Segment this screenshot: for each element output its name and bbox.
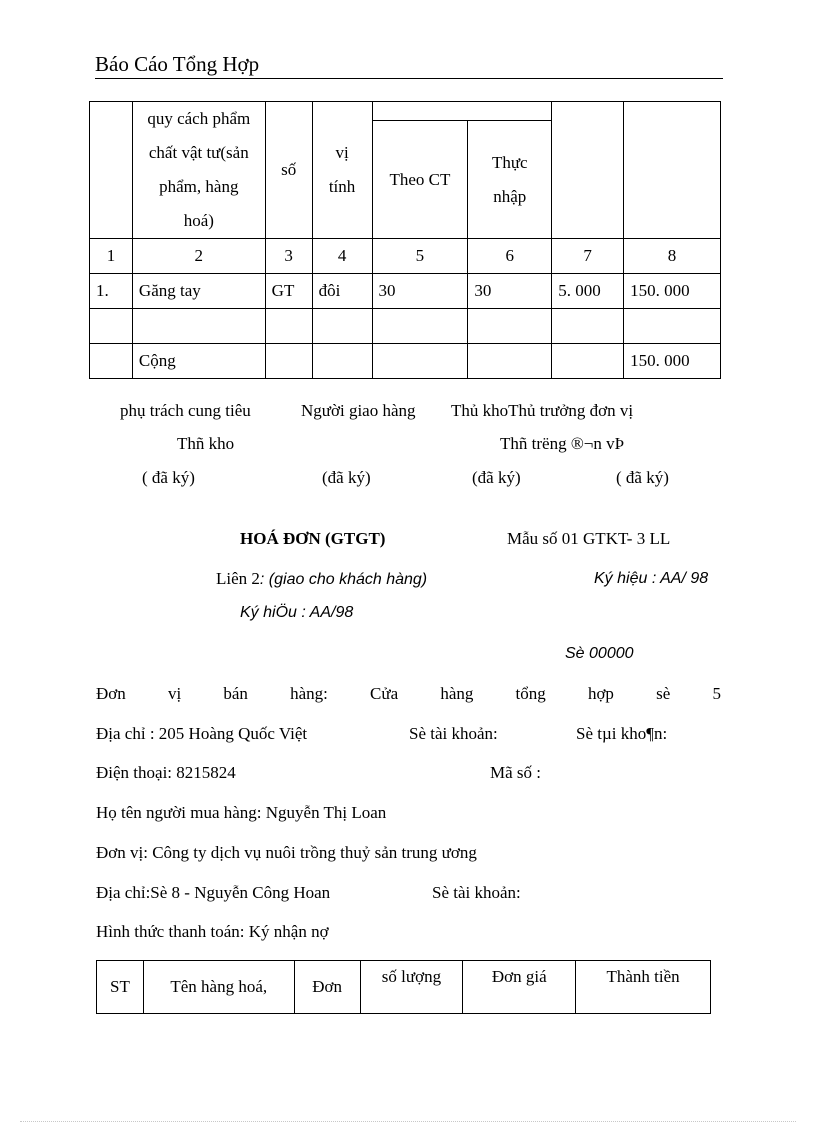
table-cell: 30 — [468, 274, 552, 309]
seller-word: 5 — [712, 684, 721, 703]
header-cell-unit: Đơn — [294, 961, 360, 1014]
table-cell — [90, 309, 133, 344]
header-cell-quantity: số lượng — [360, 961, 463, 1014]
seller-word: sè — [656, 684, 671, 703]
seller-tax-code: Mã số : — [490, 763, 541, 782]
table-cell — [132, 309, 265, 344]
table-cell — [468, 309, 552, 344]
seller-word: hợp — [587, 684, 614, 703]
table-cell — [312, 344, 372, 379]
seller-word: tổng — [515, 684, 546, 703]
seller-address: Địa chỉ : 205 Hoàng Quốc Việt — [96, 724, 308, 743]
buyer-address: Địa chỉ:Sè 8 - Nguyễn Công Hoan — [96, 883, 331, 902]
signature-head-legacy: Thñ trëng ®¬n vÞ — [500, 434, 625, 453]
header-cell-index: ST — [97, 961, 144, 1014]
table-cell — [468, 344, 552, 379]
total-amount: 150. 000 — [624, 344, 721, 379]
page-bottom-border — [20, 1121, 796, 1122]
copy-note: : (giao cho khách hàng) — [259, 571, 428, 588]
seller-bank-account: Sè tµi kho¶n: — [576, 724, 668, 743]
signature-storekeeper-head: Thủ khoThủ trưởng đơn vị — [451, 401, 634, 420]
table-cell — [90, 344, 133, 379]
header-cell-unit: vị tính — [312, 102, 372, 239]
column-number-row — [90, 239, 721, 274]
buyer-name: Họ tên người mua hàng: Nguyễn Thị Loan — [96, 803, 387, 822]
seller-line — [96, 684, 721, 704]
table-cell — [624, 309, 721, 344]
column-number: 5 — [372, 239, 468, 274]
table-cell: 30 — [372, 274, 468, 309]
table-cell — [372, 344, 468, 379]
table-header-row — [97, 961, 711, 1014]
header-cell-spec: quy cách phẩm chất vật tư(sản phẩm, hàng hoá) — [132, 102, 265, 239]
header-cell-goods-name: Tên hàng hoá, — [143, 961, 294, 1014]
signed-mark: ( đã ký) — [142, 468, 195, 487]
header-cell-thuc-nhap: Thực nhập — [468, 121, 552, 239]
seller-account: Sè tài khoản: — [409, 724, 498, 743]
table-cell: 150. 000 — [624, 274, 721, 309]
column-number: 2 — [132, 239, 265, 274]
table-cell — [372, 309, 468, 344]
seller-word: hàng: — [290, 684, 328, 703]
table-cell — [312, 309, 372, 344]
table-cell — [265, 344, 312, 379]
table-cell: 1. — [90, 274, 133, 309]
table-cell — [552, 309, 624, 344]
header-cell-quantity-group — [372, 102, 552, 121]
column-number: 3 — [265, 239, 312, 274]
table-cell: 5. 000 — [552, 274, 624, 309]
seller-word: bán — [223, 684, 248, 703]
page-header-title: Báo Cáo Tổng Hợp — [95, 52, 260, 76]
header-cell-unit-price: Đơn giá — [463, 961, 576, 1014]
invoice-form-number: Mẫu số 01 GTKT- 3 LL — [507, 529, 671, 548]
copy-label: Liên 2 — [216, 569, 260, 588]
seller-word: vị — [167, 684, 182, 703]
signed-mark: ( đã ký) — [616, 468, 669, 487]
signature-deliverer: Người giao hàng — [301, 401, 416, 420]
header-cell-blank — [624, 102, 721, 239]
column-number: 6 — [468, 239, 552, 274]
total-label: Cộng — [132, 344, 265, 379]
table-cell — [552, 344, 624, 379]
column-number: 1 — [90, 239, 133, 274]
invoice-number: Sè 00000 — [565, 645, 634, 662]
header-cell-theo-ct: Theo CT — [372, 121, 468, 239]
column-number: 7 — [552, 239, 624, 274]
header-cell-code: số — [265, 102, 312, 239]
table-cell — [265, 309, 312, 344]
signed-mark: (đã ký) — [472, 468, 521, 487]
table-header-row — [90, 102, 721, 121]
invoice-copy-line — [216, 569, 427, 589]
payment-method: Hình thức thanh toán: Ký nhận nợ — [96, 922, 329, 941]
header-cell-blank — [90, 102, 133, 239]
seller-word: Đơn — [96, 684, 126, 703]
goods-receipt-table — [89, 101, 721, 379]
buyer-account: Sè tài khoản: — [432, 883, 521, 902]
signature-storekeeper-legacy: Thñ kho — [177, 434, 235, 453]
signature-purchasing: phụ trách cung tiêu — [120, 401, 251, 420]
table-total-row — [90, 344, 721, 379]
seller-phone: Điện thoại: 8215824 — [96, 763, 236, 782]
header-cell-amount: Thành tiền — [576, 961, 711, 1014]
seller-word: hàng — [440, 684, 474, 703]
signed-mark: (đã ký) — [322, 468, 371, 487]
invoice-title: HOÁ ĐƠN (GTGT) — [240, 529, 386, 548]
header-cell-blank — [552, 102, 624, 239]
column-number: 8 — [624, 239, 721, 274]
seller-word: Cửa — [370, 684, 399, 703]
table-row — [90, 274, 721, 309]
column-number: 4 — [312, 239, 372, 274]
buyer-unit: Đơn vị: Công ty dịch vụ nuôi trồng thuỷ sản trung ương — [96, 843, 477, 862]
table-row — [90, 309, 721, 344]
table-cell: GT — [265, 274, 312, 309]
invoice-symbol-legacy: Ký hiÖu : AA/98 — [240, 604, 354, 621]
invoice-symbol: Ký hiệu : AA/ 98 — [594, 570, 709, 587]
table-cell: Găng tay — [132, 274, 265, 309]
header-rule — [95, 78, 723, 79]
table-cell: đôi — [312, 274, 372, 309]
invoice-items-table — [96, 960, 711, 1014]
